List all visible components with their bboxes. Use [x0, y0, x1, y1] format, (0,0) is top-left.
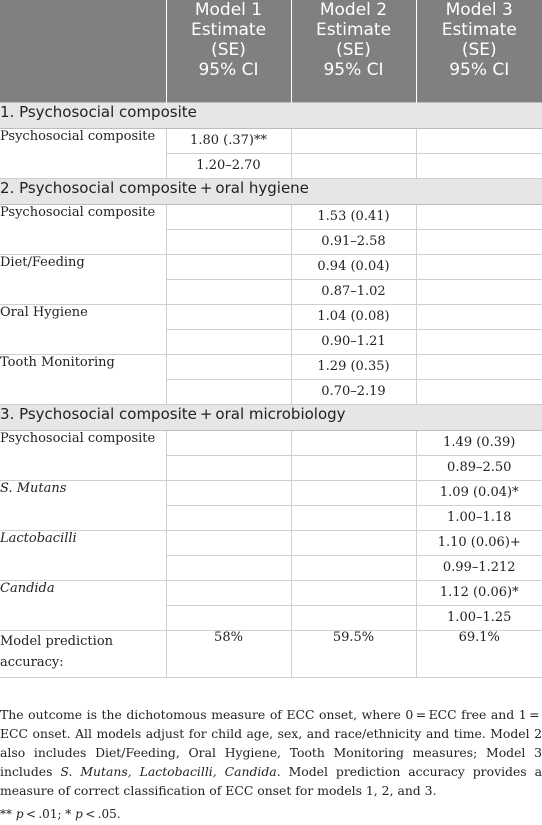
header-model-3-line: (SE)	[461, 40, 497, 60]
ci-cell	[166, 606, 291, 631]
estimate-cell	[291, 581, 416, 606]
accuracy-row	[0, 631, 542, 678]
ci-cell: 0.87–1.02	[291, 280, 416, 305]
ci-cell	[166, 280, 291, 305]
sig-p: p	[15, 807, 24, 821]
header-model-2-line: 95% CI	[323, 60, 384, 80]
estimate-cell	[291, 481, 416, 506]
estimate-cell: 1.12 (0.06)*	[416, 581, 542, 606]
ci-cell	[166, 556, 291, 581]
section-title: 2. Psychosocial composite + oral hygiene	[0, 179, 542, 205]
estimate-cell: 1.10 (0.06)+	[416, 531, 542, 556]
ci-cell	[291, 456, 416, 481]
estimate-cell	[166, 431, 291, 456]
table-row	[0, 305, 542, 330]
row-label: Lactobacilli	[0, 531, 166, 581]
header-model-1-line: Model 1	[194, 0, 263, 20]
estimate-cell	[166, 205, 291, 230]
sig-text: **	[0, 807, 16, 821]
ci-cell	[291, 506, 416, 531]
sig-text: < .01; *	[23, 807, 76, 821]
header-model-2-line: Model 2	[319, 0, 388, 20]
estimate-cell	[166, 581, 291, 606]
estimate-cell	[291, 431, 416, 456]
estimate-cell: 1.80 (.37)**	[166, 129, 291, 154]
ci-cell: 0.89–2.50	[416, 456, 542, 481]
ci-cell	[416, 280, 542, 305]
section-title: 1. Psychosocial composite	[0, 103, 542, 129]
ci-cell	[166, 456, 291, 481]
header-model-1-line: 95% CI	[198, 60, 259, 80]
sig-p: p	[75, 807, 83, 821]
header-model-1-line: (SE)	[211, 40, 246, 60]
significance-note	[0, 807, 121, 821]
row-label: Diet/Feeding	[0, 255, 166, 305]
estimate-cell	[416, 129, 542, 154]
ci-cell: 0.99–1.212	[416, 556, 542, 581]
ci-cell: 0.90–1.21	[291, 330, 416, 355]
estimate-cell	[166, 355, 291, 380]
estimate-cell	[166, 481, 291, 506]
accuracy-label: Model prediction accuracy:	[0, 631, 166, 678]
estimate-cell	[291, 129, 416, 154]
estimate-cell: 1.29 (0.35)	[291, 355, 416, 380]
estimate-cell	[166, 255, 291, 280]
ci-cell	[291, 606, 416, 631]
accuracy-value: 59.5%	[291, 631, 416, 678]
estimate-cell: 1.04 (0.08)	[291, 305, 416, 330]
estimate-cell	[291, 531, 416, 556]
header-model-3-line: Estimate	[441, 20, 517, 40]
row-label: Psychosocial composite	[0, 431, 166, 481]
ci-cell: 1.00–1.25	[416, 606, 542, 631]
footnote-text: . Model prediction accuracy provides a measure of correct classification of ECC onset for models 1, 2, and 3.	[0, 764, 542, 798]
table-footnote	[0, 705, 542, 800]
footnote-text: The outcome is the dichotomous measure of ECC onset, where 0 = ECC free and 1 = ECC onset. All models adjust for child age, sex, and race/ethnicity and time. Model 2 also includes Diet/Feeding, Oral Hygiene, Tooth Monitoring measures; Model 3 includes	[0, 707, 542, 779]
section-header-row	[0, 103, 542, 129]
table-row	[0, 205, 542, 230]
row-label: Psychosocial composite	[0, 129, 166, 179]
ci-cell: 0.70–2.19	[291, 380, 416, 405]
row-label: Tooth Monitoring	[0, 355, 166, 405]
row-label: Oral Hygiene	[0, 305, 166, 355]
table-row	[0, 431, 542, 456]
ci-cell	[166, 506, 291, 531]
ci-cell	[166, 330, 291, 355]
ci-cell	[416, 380, 542, 405]
accuracy-value: 58%	[166, 631, 291, 678]
sig-text: < .05.	[82, 807, 121, 821]
row-label: Psychosocial composite	[0, 205, 166, 255]
header-model-2-line: (SE)	[336, 40, 371, 60]
estimate-cell: 1.53 (0.41)	[291, 205, 416, 230]
section-header-row	[0, 405, 542, 431]
header-model-3-line: Model 3	[445, 0, 513, 20]
header-row	[0, 0, 542, 103]
header-model-3	[416, 0, 542, 103]
header-model-1	[166, 0, 291, 103]
accuracy-value: 69.1%	[416, 631, 542, 678]
footnote-paragraph	[0, 705, 542, 800]
estimate-cell	[416, 205, 542, 230]
header-model-3-line: 95% CI	[449, 60, 510, 80]
section-header-row	[0, 179, 542, 205]
ci-cell: 1.20–2.70	[166, 154, 291, 179]
ci-cell	[416, 154, 542, 179]
footnote-italic-text: S. Mutans, Lactobacilli, Candida	[60, 764, 277, 779]
table-row	[0, 129, 542, 154]
estimate-cell: 0.94 (0.04)	[291, 255, 416, 280]
ci-cell: 0.91–2.58	[291, 230, 416, 255]
table-row	[0, 531, 542, 556]
estimate-cell	[166, 531, 291, 556]
estimate-cell: 1.09 (0.04)*	[416, 481, 542, 506]
table-row	[0, 355, 542, 380]
estimate-cell	[166, 305, 291, 330]
estimate-cell	[416, 305, 542, 330]
ci-cell	[291, 556, 416, 581]
ci-cell	[291, 154, 416, 179]
ci-cell	[166, 230, 291, 255]
estimate-cell	[416, 255, 542, 280]
table-row	[0, 581, 542, 606]
estimate-cell	[416, 355, 542, 380]
estimate-cell: 1.49 (0.39)	[416, 431, 542, 456]
header-model-2-line: Estimate	[315, 20, 392, 40]
header-blank	[0, 0, 166, 103]
ci-cell: 1.00–1.18	[416, 506, 542, 531]
table-row	[0, 481, 542, 506]
table-row	[0, 255, 542, 280]
ci-cell	[416, 330, 542, 355]
ci-cell	[416, 230, 542, 255]
header-model-2	[291, 0, 416, 103]
header-model-1-line: Estimate	[190, 20, 267, 40]
row-label: S. Mutans	[0, 481, 166, 531]
ci-cell	[166, 380, 291, 405]
row-label: Candida	[0, 581, 166, 631]
section-title: 3. Psychosocial composite + oral microbiology	[0, 405, 542, 431]
